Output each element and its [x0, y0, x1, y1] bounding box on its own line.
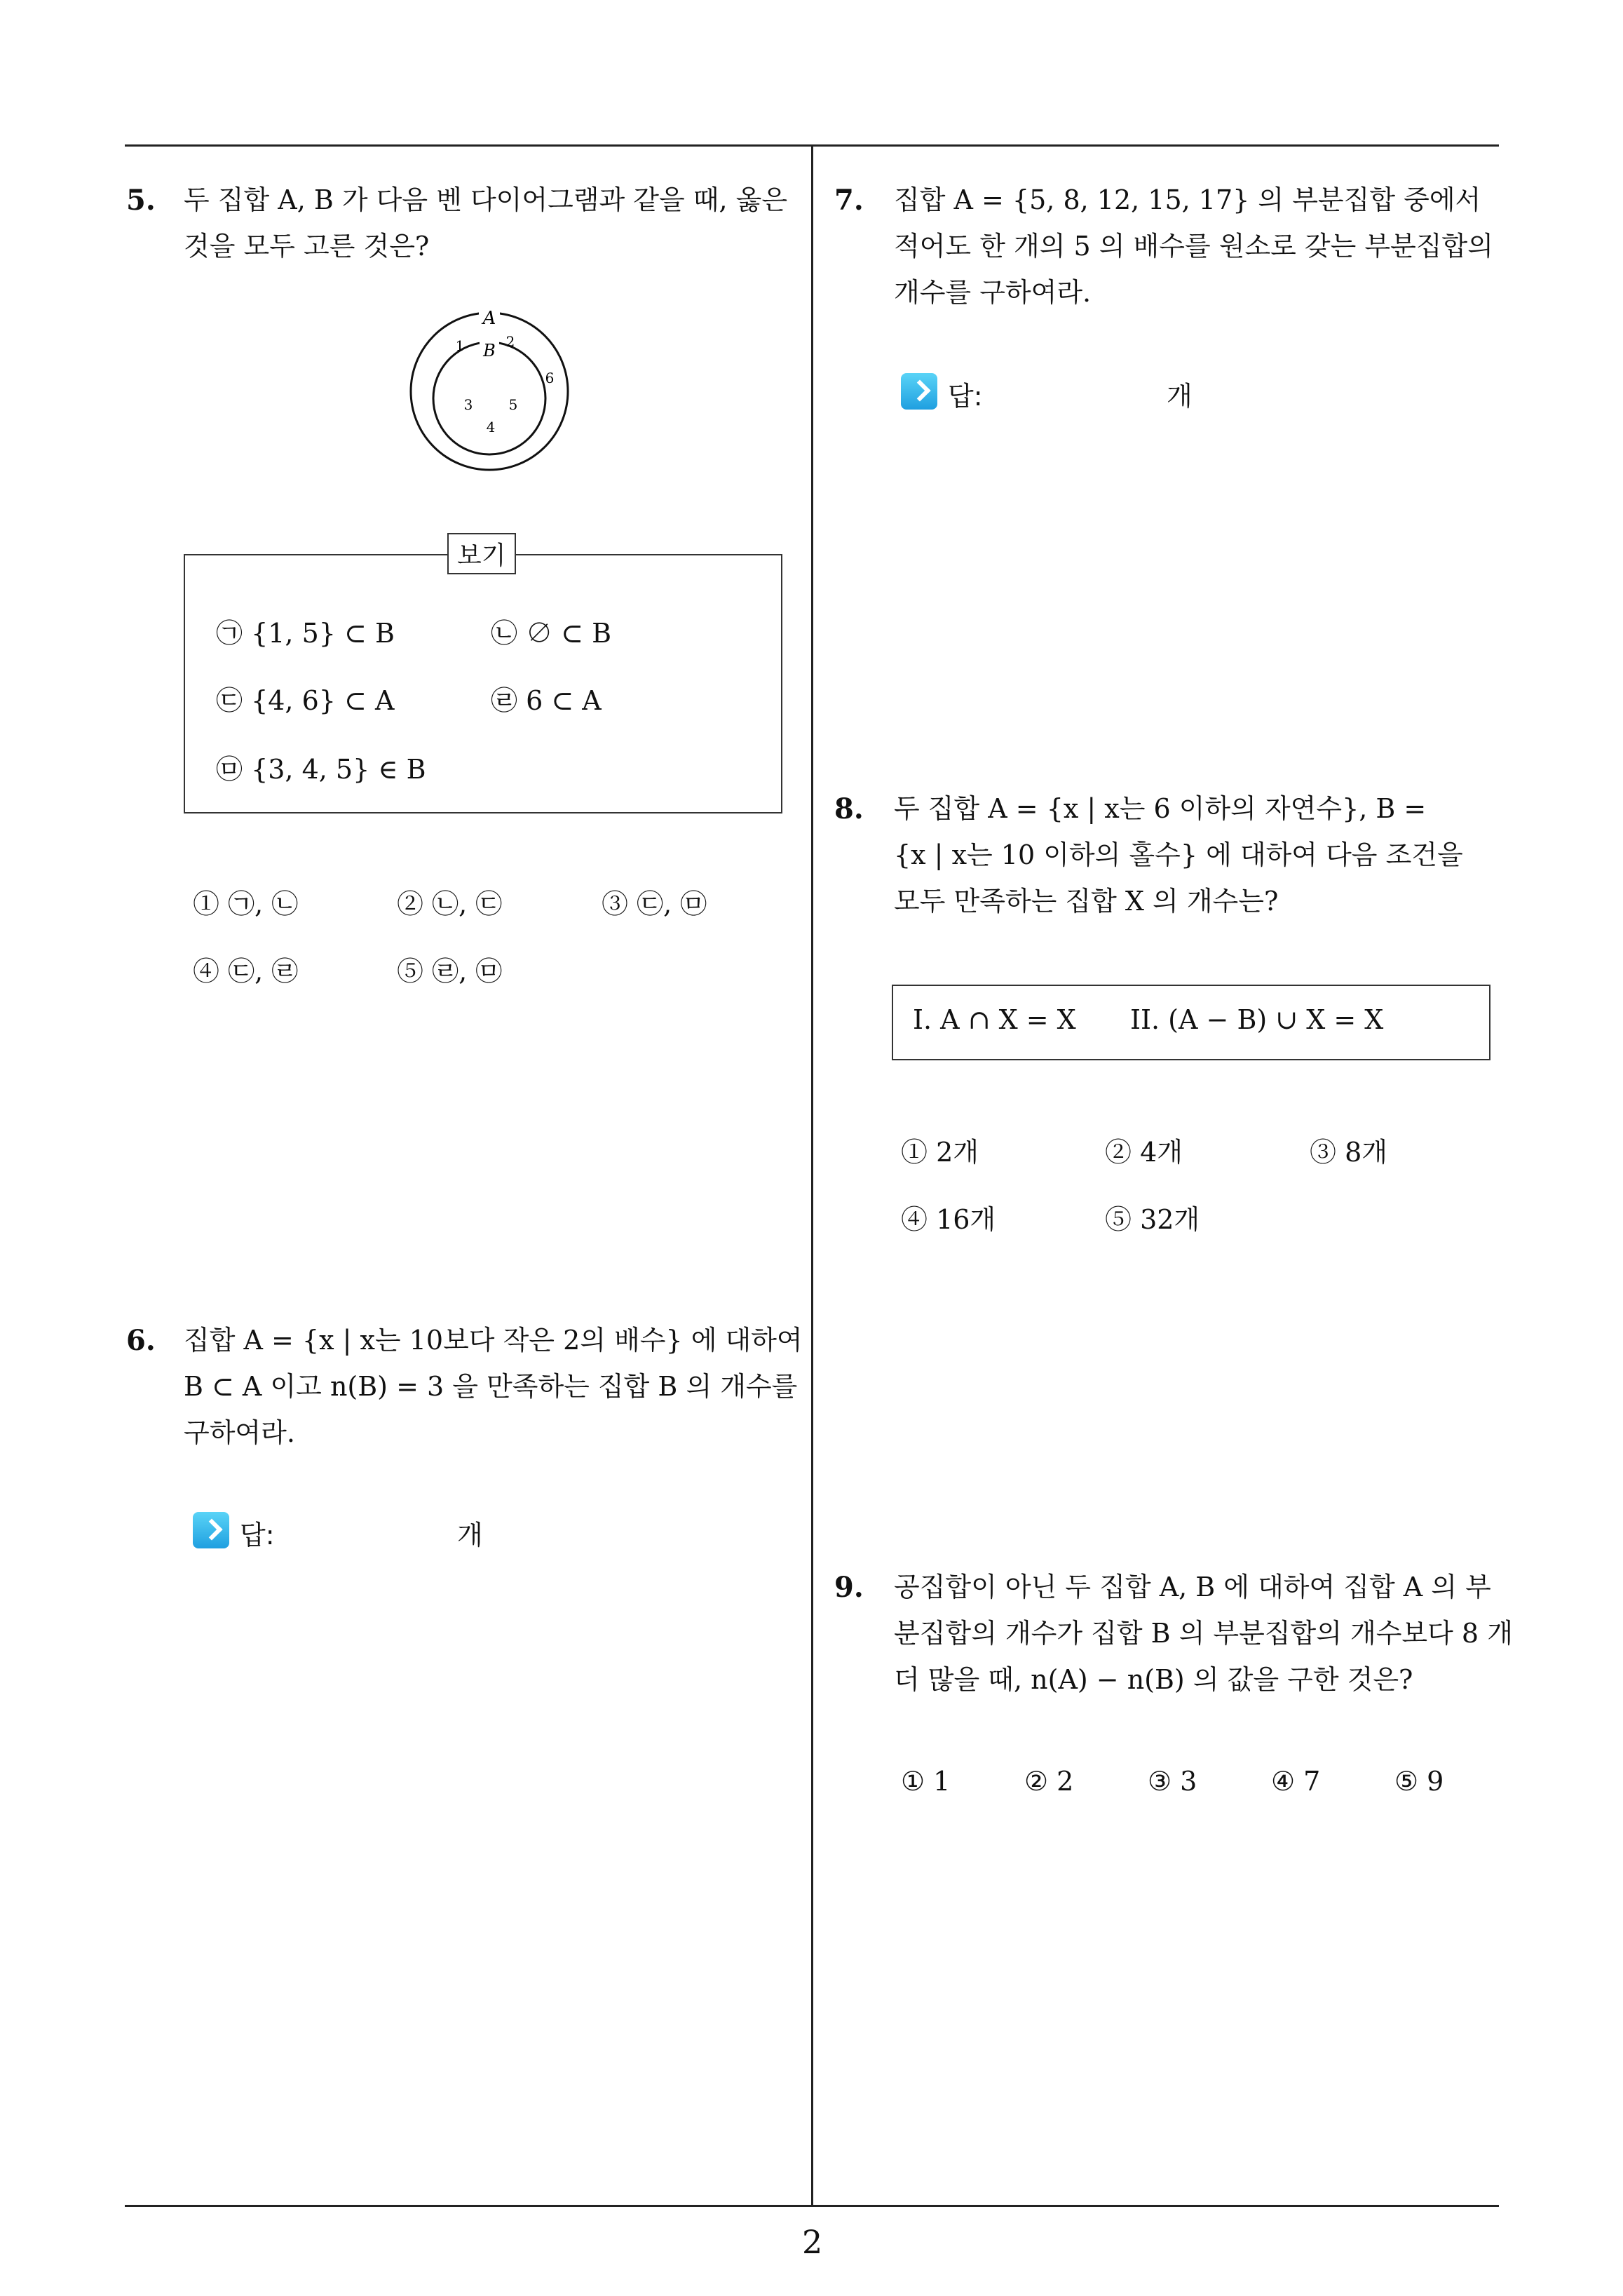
- q8-line-3: 모두 만족하는 집합 X 의 개수는?: [894, 886, 1279, 917]
- q7-answer-label: 답:: [948, 381, 983, 412]
- q9-option-2[interactable]: ② 2: [1024, 1766, 1074, 1797]
- q8-option-3[interactable]: ③ 8개: [1310, 1137, 1387, 1168]
- q5-option-3[interactable]: ③ ㉢, ㉤: [602, 889, 707, 919]
- q5-number: 5.: [126, 184, 156, 217]
- q9-option-5[interactable]: ⑤ 9: [1394, 1766, 1444, 1797]
- q8-option-4[interactable]: ④ 16개: [901, 1204, 996, 1235]
- q8-number: 8.: [834, 792, 864, 825]
- column-divider: [811, 144, 813, 2206]
- venn-element-1: 1: [455, 337, 465, 354]
- venn-element-6: 6: [545, 370, 555, 386]
- venn-element-5: 5: [508, 396, 518, 413]
- q5-line-2: 것을 모두 고른 것은?: [184, 231, 430, 262]
- q9-text: [894, 1564, 1513, 1703]
- q6-line-3: 구하여라.: [184, 1417, 295, 1448]
- q5-option-5[interactable]: ⑤ ㉣, ㉤: [397, 956, 503, 987]
- q6-answer-unit: 개: [457, 1520, 483, 1551]
- q9-line-2: 분집합의 개수가 집합 B 의 부분집합의 개수보다 8 개: [894, 1618, 1513, 1649]
- q5-item-2: ㉡ ∅ ⊂ B: [491, 618, 612, 649]
- q9-line-3: 더 많을 때, n(A) − n(B) 의 값을 구한 것은?: [894, 1664, 1413, 1695]
- q7-line-2: 적어도 한 개의 5 의 배수를 원소로 갖는 부분집합의: [894, 231, 1493, 262]
- q6-line-1: 집합 A = {x | x는 10보다 작은 2의 배수} 에 대하여: [184, 1325, 803, 1356]
- q8-condition-1: I. A ∩ X = X: [913, 1004, 1076, 1035]
- venn-label-a: A: [482, 308, 496, 329]
- q6-line-2: B ⊂ A 이고 n(B) = 3 을 만족하는 집합 B 의 개수를: [184, 1371, 798, 1402]
- page-number: 2: [802, 2223, 823, 2261]
- q5-item-1: ㉠ {1, 5} ⊂ B: [216, 618, 395, 649]
- q5-item-3: ㉢ {4, 6} ⊂ A: [216, 685, 395, 716]
- q7-text: [894, 177, 1493, 316]
- q8-option-2[interactable]: ② 4개: [1105, 1137, 1183, 1168]
- q6-text: [184, 1317, 803, 1456]
- q9-line-1: 공집합이 아닌 두 집합 A, B 에 대하여 집합 A 의 부: [894, 1572, 1491, 1602]
- q5-item-4: ㉣ 6 ⊂ A: [491, 685, 602, 716]
- venn-element-2: 2: [505, 333, 515, 350]
- q6-answer-label: 답:: [240, 1520, 275, 1551]
- q5-text: [184, 177, 787, 269]
- q5-option-2[interactable]: ② ㉡, ㉢: [397, 889, 503, 919]
- q8-option-1[interactable]: ① 2개: [901, 1137, 979, 1168]
- venn-label-b: B: [483, 341, 496, 360]
- bottom-rule: [125, 2205, 1499, 2207]
- q5-option-4[interactable]: ④ ㉢, ㉣: [193, 956, 299, 987]
- q7-number: 7.: [834, 184, 864, 217]
- q6-answer-arrow-icon: [193, 1512, 229, 1548]
- q8-option-5[interactable]: ⑤ 32개: [1105, 1204, 1200, 1235]
- venn-element-4: 4: [486, 419, 496, 435]
- q7-answer-unit: 개: [1167, 381, 1193, 412]
- q9-option-1[interactable]: ① 1: [901, 1766, 951, 1797]
- q7-line-1: 집합 A = {5, 8, 12, 15, 17} 의 부분집합 중에서: [894, 184, 1481, 215]
- venn-diagram: [407, 300, 575, 475]
- q7-answer-arrow-icon: [901, 373, 937, 410]
- q8-line-2: {x | x는 10 이하의 홀수} 에 대하여 다음 조건을: [894, 839, 1463, 870]
- q7-line-3: 개수를 구하여라.: [894, 277, 1092, 308]
- venn-element-3: 3: [463, 396, 473, 413]
- q8-line-1: 두 집합 A = {x | x는 6 이하의 자연수}, B =: [894, 793, 1427, 824]
- q8-condition-2: II. (A − B) ∪ X = X: [1130, 1004, 1384, 1035]
- q5-line-1: 두 집합 A, B 가 다음 벤 다이어그램과 같을 때, 옳은: [184, 184, 788, 215]
- q9-option-3[interactable]: ③ 3: [1148, 1766, 1197, 1797]
- q9-number: 9.: [834, 1571, 864, 1604]
- q6-number: 6.: [126, 1324, 156, 1357]
- q8-text: [894, 785, 1463, 924]
- q5-item-5: ㉤ {3, 4, 5} ∈ B: [216, 754, 426, 785]
- q9-option-4[interactable]: ④ 7: [1271, 1766, 1321, 1797]
- q5-option-1[interactable]: ① ㉠, ㉡: [193, 889, 299, 919]
- q5-box-title: 보기: [447, 533, 516, 574]
